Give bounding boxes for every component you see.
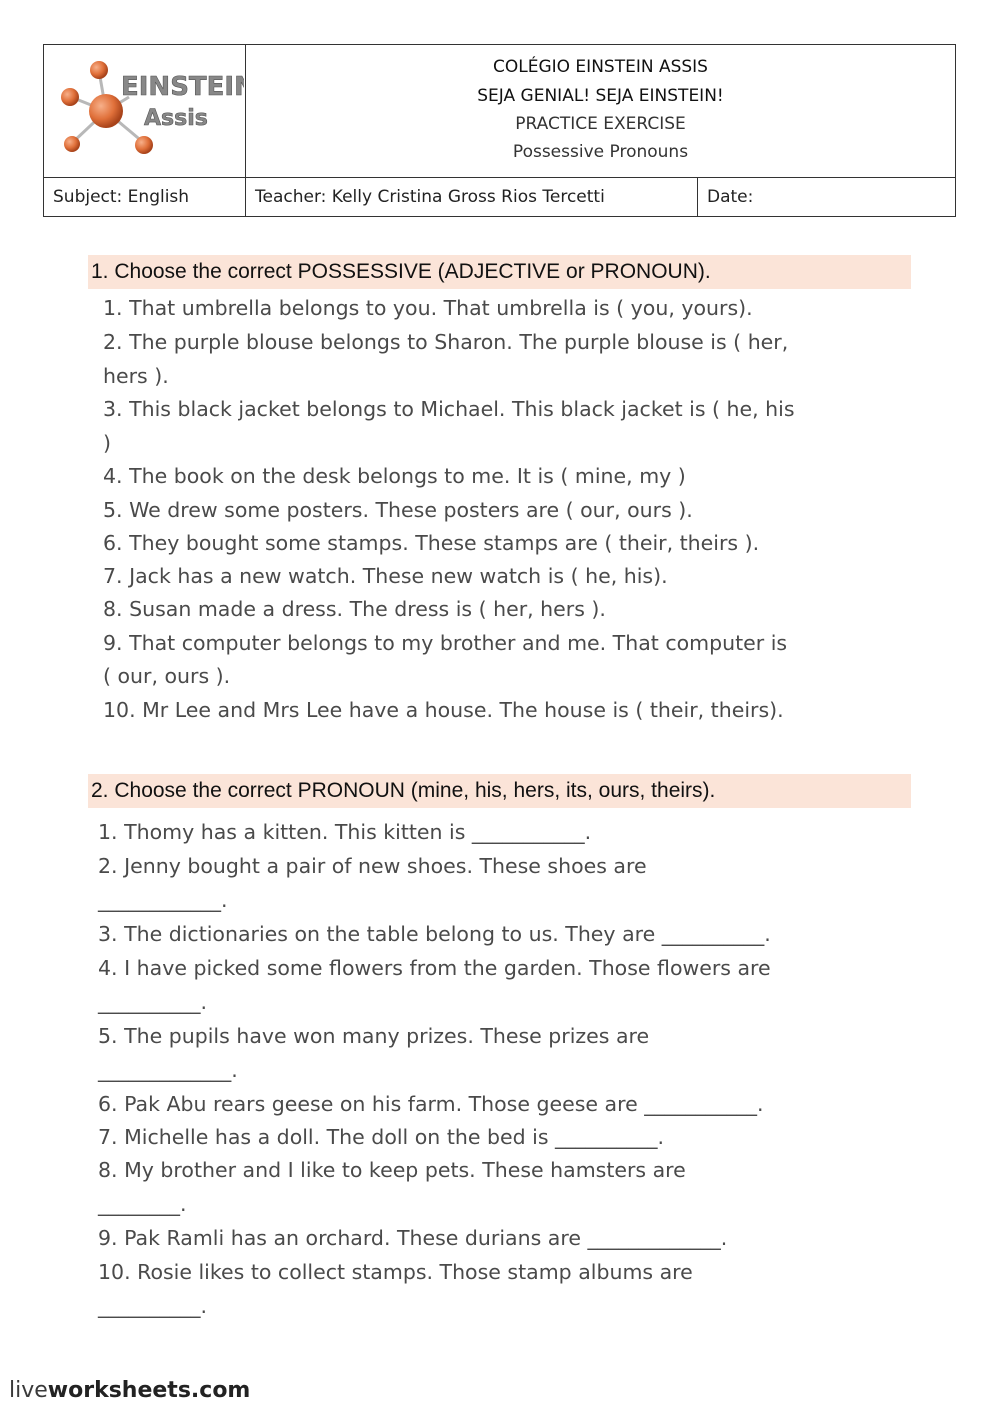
liveworksheets-brand[interactable] — [9, 1378, 250, 1403]
s1-line: 9. That computer belongs to my brother and me. That computer is — [103, 631, 788, 655]
s2-line: 5. The pupils have won many prizes. These prizes are — [98, 1024, 650, 1048]
s1-line: 4. The book on the desk belongs to me. It is ( mine, my ) — [103, 464, 686, 488]
s1-line: 10. Mr Lee and Mrs Lee have a house. The house is ( their, theirs). — [103, 698, 784, 722]
molecule-logo-icon — [44, 45, 244, 175]
info-row — [44, 177, 955, 217]
worksheet-topic: Possessive Pronouns — [512, 142, 689, 162]
s1-line: 2. The purple blouse belongs to Sharon. The purple blouse is ( her, — [103, 330, 789, 354]
title-block — [246, 45, 955, 177]
s1-line: 8. Susan made a dress. The dress is ( her, hers ). — [103, 597, 606, 621]
s2-line: 8. My brother and I like to keep pets. These hamsters are — [98, 1158, 686, 1182]
s2-line: 4. I have picked some flowers from the garden. Those flowers are — [98, 956, 771, 980]
s1-line: 6. They bought some stamps. These stamps are ( their, theirs ). — [103, 531, 760, 555]
section-2-title: 2. Choose the correct PRONOUN (mine, his, hers, its, ours, theirs). — [88, 774, 911, 808]
s1-line: 7. Jack has a new watch. These new watch is ( he, his). — [103, 564, 668, 588]
s1-line: hers ). — [103, 364, 169, 388]
s1-line: 1. That umbrella belongs to you. That umbrella is ( you, yours). — [103, 296, 753, 320]
school-motto: SEJA GENIAL! SEJA EINSTEIN! — [477, 86, 724, 106]
s1-line: ( our, ours ). — [103, 664, 231, 688]
s2-line: 3. The dictionaries on the table belong to us. They are __________. — [98, 922, 771, 946]
brand-light: live — [9, 1378, 48, 1403]
date-field[interactable]: Date: — [707, 187, 754, 207]
brand-bold: worksheets — [47, 1378, 191, 1403]
s1-line: ) — [103, 431, 111, 455]
s2-line: 1. Thomy has a kitten. This kitten is ___________. — [98, 820, 592, 844]
s2-line[interactable]: ________. — [98, 1192, 187, 1216]
s2-line: 7. Michelle has a doll. The doll on the bed is __________. — [98, 1125, 665, 1149]
school-logo — [44, 45, 246, 177]
s2-line: 10. Rosie likes to collect stamps. Those stamp albums are — [98, 1260, 693, 1284]
worksheet-type: PRACTICE EXERCISE — [515, 114, 686, 134]
brand-suffix: .com — [190, 1378, 251, 1403]
s1-line: 3. This black jacket belongs to Michael. This black jacket is ( he, his — [103, 397, 795, 421]
s2-line[interactable]: __________. — [98, 990, 208, 1014]
s2-line[interactable]: ____________. — [98, 888, 228, 912]
s2-line: 9. Pak Ramli has an orchard. These durians are _____________. — [98, 1226, 728, 1250]
teacher-field: Teacher: Kelly Cristina Gross Rios Tercetti — [246, 178, 698, 217]
s2-line[interactable]: _____________. — [98, 1058, 238, 1082]
section-1-title: 1. Choose the correct POSSESSIVE (ADJECTIVE or PRONOUN). — [88, 255, 911, 289]
s2-line: 2. Jenny bought a pair of new shoes. These shoes are — [98, 854, 647, 878]
logo-text-assis: Assis — [144, 106, 208, 131]
subject-field: Subject: English — [44, 178, 246, 217]
s1-line: 5. We drew some posters. These posters are ( our, ours ). — [103, 498, 693, 522]
s2-line: 6. Pak Abu rears geese on his farm. Those geese are ___________. — [98, 1092, 764, 1116]
header-table — [43, 44, 956, 217]
school-name: COLÉGIO EINSTEIN ASSIS — [493, 57, 708, 77]
s2-line[interactable]: __________. — [98, 1294, 208, 1318]
logo-text-einstein: EINSTEIN — [121, 72, 244, 102]
